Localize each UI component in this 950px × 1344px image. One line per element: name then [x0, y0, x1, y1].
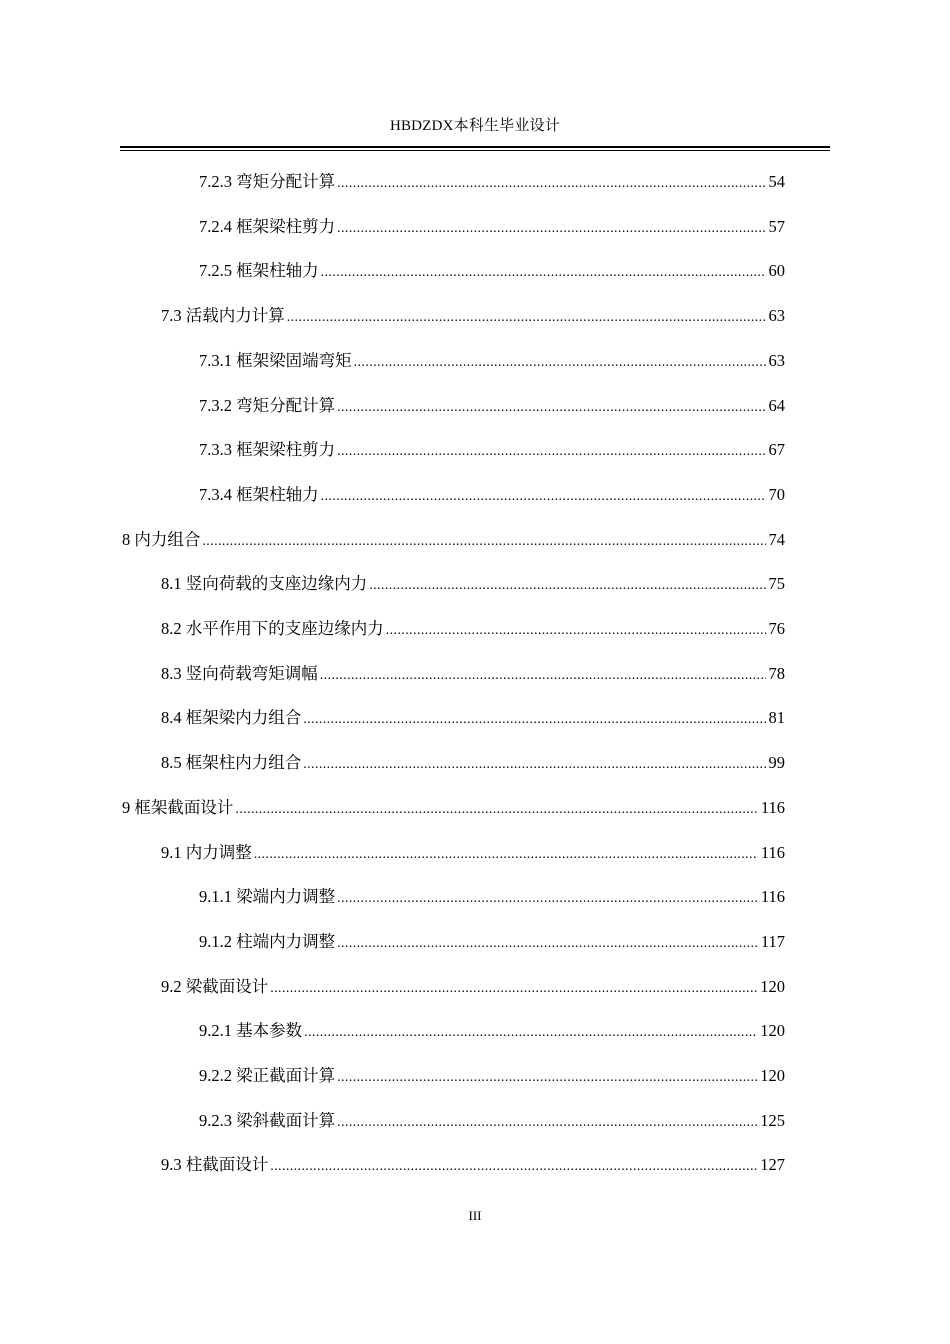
toc-entry[interactable]: [199, 259, 785, 283]
toc-entry-page: 120: [760, 1021, 785, 1041]
toc-entry[interactable]: [199, 349, 785, 373]
toc-entry-page: 70: [768, 484, 785, 504]
toc-entry[interactable]: [199, 438, 785, 462]
toc-dot-leader: [304, 1021, 757, 1045]
toc-entry-page: 78: [768, 663, 785, 683]
toc-entry-title: 9.2.3 梁斜截面计算: [199, 1110, 336, 1130]
toc-dot-leader: [320, 664, 766, 688]
toc-entry-page: 57: [768, 216, 785, 236]
toc-entry-page: 81: [768, 708, 785, 728]
toc-entry-title: 7.3.4 框架柱轴力: [199, 484, 319, 504]
toc-entry-page: 117: [760, 931, 785, 951]
toc-entry[interactable]: [199, 1109, 785, 1133]
toc-entry-page: 67: [768, 440, 785, 460]
toc-entry-title: 8.3 竖向荷载弯矩调幅: [161, 663, 318, 683]
toc-entry-title: 9.3 柱截面设计: [161, 1155, 269, 1175]
toc-dot-leader: [235, 798, 757, 822]
toc-entry[interactable]: [199, 394, 785, 418]
toc-entry-title: 7.3.1 框架梁固端弯矩: [199, 350, 352, 370]
toc-entry-title: 9.1.1 梁端内力调整: [199, 887, 336, 907]
toc-entry[interactable]: [199, 1064, 785, 1088]
toc-entry-title: 7.3 活载内力计算: [161, 306, 285, 326]
toc-dot-leader: [337, 887, 758, 911]
toc-entry[interactable]: [161, 706, 785, 730]
toc-entry[interactable]: [199, 215, 785, 239]
toc-entry-title: 9.1 内力调整: [161, 842, 252, 862]
toc-dot-leader: [337, 396, 765, 420]
toc-entry-page: 116: [760, 842, 785, 862]
toc-entry-title: 7.2.5 框架柱轴力: [199, 261, 319, 281]
toc-entry-title: 9.2 梁截面设计: [161, 976, 269, 996]
toc-entry[interactable]: [161, 662, 785, 686]
toc-entry-page: 116: [760, 887, 785, 907]
toc-entry[interactable]: [199, 1019, 785, 1043]
toc-entry[interactable]: [161, 1153, 785, 1177]
toc-entry-page: 120: [760, 1066, 785, 1085]
header-rule-thick: [120, 146, 830, 148]
toc-entry[interactable]: [199, 483, 785, 507]
toc-dot-leader: [354, 351, 766, 375]
toc-dot-leader: [254, 843, 758, 867]
toc-entry-page: 63: [768, 350, 785, 370]
toc-entry-title: 7.3.3 框架梁柱剪力: [199, 440, 336, 460]
toc-entry-title: 9.2.2 梁正截面计算: [199, 1066, 336, 1085]
toc-entry-title: 7.3.2 弯矩分配计算: [199, 395, 336, 415]
toc-dot-leader: [287, 306, 766, 330]
toc-dot-leader: [202, 530, 765, 554]
toc-entry-page: 76: [768, 619, 785, 638]
header-rule-thin: [120, 150, 830, 151]
toc-dot-leader: [337, 1066, 757, 1090]
toc-entry[interactable]: [161, 751, 785, 775]
toc-entry[interactable]: [199, 170, 785, 194]
toc-entry-title: 7.2.4 框架梁柱剪力: [199, 216, 336, 236]
toc-entry-title: 8.2 水平作用下的支座边缘内力: [161, 619, 384, 638]
toc-entry-title: 9.1.2 柱端内力调整: [199, 931, 336, 951]
toc-dot-leader: [337, 217, 765, 241]
toc-entry-page: 75: [768, 574, 785, 594]
toc-entry-title: 8.5 框架柱内力组合: [161, 753, 302, 773]
toc-entry-page: 99: [768, 753, 785, 773]
toc-entry-page: 54: [768, 172, 785, 191]
toc-entry-page: 127: [760, 1155, 785, 1175]
toc-entry[interactable]: [122, 796, 785, 820]
toc-entry-page: 60: [768, 261, 785, 281]
toc-entry-title: 9.2.1 基本参数: [199, 1021, 303, 1041]
toc-dot-leader: [303, 753, 765, 777]
toc-entry[interactable]: [161, 617, 785, 641]
toc-entry[interactable]: [122, 528, 785, 552]
toc-dot-leader: [369, 574, 765, 598]
toc-dot-leader: [337, 440, 765, 464]
toc-entry[interactable]: [199, 930, 785, 954]
toc-entry-title: 9 框架截面设计: [122, 797, 234, 817]
toc-entry-page: 120: [760, 976, 785, 996]
toc-entry[interactable]: [199, 885, 785, 909]
toc-dot-leader: [337, 172, 765, 196]
toc-dot-leader: [337, 1111, 757, 1135]
toc-entry-page: 116: [760, 797, 785, 817]
toc-dot-leader: [321, 485, 766, 509]
toc-entry-title: 8.4 框架梁内力组合: [161, 708, 302, 728]
page-number: III: [468, 1208, 482, 1223]
toc-entry[interactable]: [161, 572, 785, 596]
toc-entry[interactable]: [161, 841, 785, 865]
toc-entry-page: 125: [760, 1110, 785, 1130]
toc-entry-page: 63: [768, 306, 785, 326]
toc-entry-title: 7.2.3 弯矩分配计算: [199, 172, 336, 191]
toc-entry-title: 8.1 竖向荷载的支座边缘内力: [161, 574, 368, 594]
toc-entry-title: 8 内力组合: [122, 529, 201, 549]
toc-dot-leader: [303, 708, 765, 732]
toc-dot-leader: [386, 619, 766, 643]
toc-entry-page: 74: [768, 529, 785, 549]
toc-dot-leader: [321, 261, 766, 285]
toc-entry[interactable]: [161, 975, 785, 999]
toc-entry-page: 64: [768, 395, 785, 415]
toc-dot-leader: [270, 1155, 757, 1179]
toc-dot-leader: [270, 977, 757, 1001]
toc-entry[interactable]: [161, 304, 785, 328]
page-header: HBDZDX本科生毕业设计: [389, 118, 561, 134]
toc-dot-leader: [337, 932, 758, 956]
